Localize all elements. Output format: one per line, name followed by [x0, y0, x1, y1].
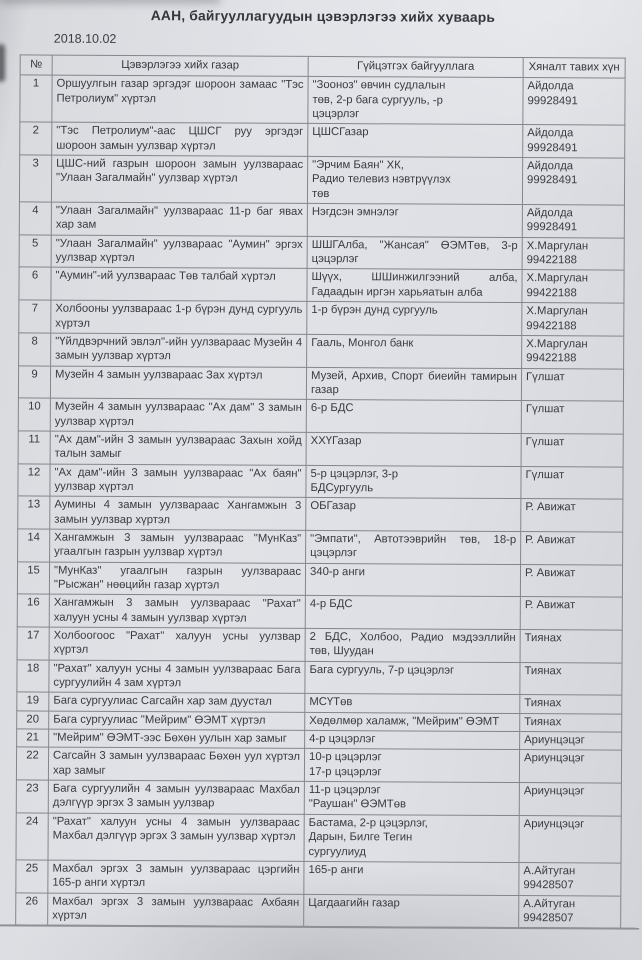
- row-number-cell: 14: [18, 529, 50, 562]
- org-cell: ШШГАлба, "Жансая" ӨЭМТөв, 3-р цэцэрлэг: [307, 236, 522, 270]
- place-cell: "Ах дам"-ийн 3 замын уулзвараас Захын хойд талын замыг: [50, 431, 306, 465]
- org-cell: Бага сургууль, 7-р цэцэрлэг: [305, 661, 520, 695]
- controller-phone: 99422188: [526, 352, 577, 365]
- org-cell: Бастама, 2-р цэцэрлэг, Дарын, Билге Тегин сургуулиуд: [304, 814, 519, 862]
- place-cell: Холбооны уулзвараас 1-р бүрэн дунд сургууль хүртэл: [51, 300, 307, 334]
- row-number-cell: 1: [20, 75, 52, 122]
- row-number-cell: 18: [17, 660, 49, 693]
- controller-cell: [520, 662, 622, 695]
- controller-phone: 99422188: [526, 254, 577, 267]
- row-number-cell: 13: [18, 496, 50, 529]
- controller-phone: 99928491: [526, 221, 578, 234]
- controller-name: Р. Авижат: [525, 534, 576, 547]
- table-row: [16, 780, 621, 816]
- controller-name: Тиянах: [524, 697, 562, 710]
- row-number-cell: 19: [17, 692, 49, 711]
- row-number-cell: 21: [17, 729, 49, 748]
- row-number-cell: 9: [18, 365, 50, 398]
- controller-cell: [521, 466, 623, 499]
- table-row: [16, 860, 621, 896]
- table-row: [18, 529, 623, 565]
- org-cell: 165-р анги: [304, 861, 519, 895]
- controller-cell: [519, 750, 621, 783]
- table-row: [18, 464, 623, 500]
- org-cell: 10-р цэцэрлэг 17-р цэцэрлэг: [304, 749, 519, 783]
- row-number-cell: 23: [16, 780, 48, 813]
- place-cell: "МунКаз" угаалгын газрын уулзвараас "Рысжан" нөөцийн газар хүртэл: [49, 562, 305, 596]
- controller-cell: [520, 630, 622, 663]
- controller-cell: [522, 237, 624, 270]
- place-cell: Бага сургуулийн 4 замын уулзвараас Махбал дэлгүүр эргэх 3 замын уулзвар: [48, 780, 304, 814]
- controller-phone: 99428507: [523, 911, 574, 925]
- row-number-cell: 11: [18, 431, 50, 464]
- table-row: [18, 496, 623, 532]
- controller-name: Гүлшат: [525, 403, 565, 416]
- col-header-organization: Гүйцэтгэх байгууллага: [308, 56, 523, 77]
- controller-name: Х.Маргулан: [526, 337, 588, 351]
- org-cell: 340-р анги: [305, 563, 520, 597]
- org-cell: 4-р БДС: [305, 596, 520, 630]
- controller-cell: [520, 564, 622, 597]
- table-row: [17, 627, 622, 663]
- org-cell: "Зооноз" өвчин судлалын төв, 2-р бага сургууль, -р цэцэрлэг: [308, 77, 523, 125]
- controller-phone: 99928491: [527, 94, 578, 108]
- place-cell: Бага сургуулиас Сагсайн хар зам дуустал: [49, 692, 305, 712]
- controller-cell: [523, 78, 625, 126]
- col-header-place: Цэвэрлэгээ хийх газар: [52, 55, 308, 77]
- controller-cell: [519, 783, 621, 816]
- controller-name: Айдолда: [527, 80, 574, 93]
- row-number-cell: 6: [19, 267, 51, 300]
- col-header-controller: Хяналт тавих хүн: [523, 58, 625, 79]
- place-cell: Хангамжын 3 замын уулзвараас "МунКаз" угаалгын газрын уулзвар хүртэл: [50, 529, 306, 563]
- table-row: [17, 660, 622, 696]
- controller-name: Гүлшат: [526, 370, 565, 383]
- controller-name: Р. Авижат: [525, 501, 576, 514]
- org-cell: Гааль, Монгол банк: [307, 334, 522, 368]
- table-row: [19, 333, 624, 369]
- org-cell: Хөдөлмөр халамж, "Мейрим" ӨЭМТ: [305, 712, 520, 731]
- controller-cell: [521, 368, 623, 401]
- org-cell: 11-р цэцэрлэг "Раушан" ӨЭМТөв: [304, 782, 519, 816]
- controller-name: Айдолда: [527, 160, 574, 173]
- controller-name: Ариунцэцэг: [524, 734, 585, 747]
- place-cell: Оршуулгын газар эргэдэг шороон замаас "Тэс Петролиум" хүртэл: [52, 75, 308, 123]
- controller-cell: [520, 695, 622, 714]
- place-cell: "Үйлдвэрчний эвлэл"-ийн уулзвараас Музейн 4 замын уулзвар хүртэл: [51, 333, 307, 367]
- org-cell: ЦШСГазар: [308, 124, 523, 158]
- document-title: ААН, байгууллагуудын цэвэрлэгээ хийх хуваарь: [150, 8, 496, 25]
- controller-cell: [522, 205, 624, 238]
- row-number-cell: 26: [16, 892, 48, 925]
- org-cell: "Эмпати", Автотээврийн төв, 18-р цэцэрлэг: [306, 530, 521, 564]
- table-row: [17, 594, 622, 630]
- controller-cell: [522, 303, 624, 336]
- controller-cell: [522, 335, 624, 368]
- controller-cell: [519, 895, 621, 928]
- place-cell: Музейн 4 замын уулзвараас Зах хүртэл: [50, 366, 306, 400]
- controller-cell: [522, 270, 624, 303]
- table-row: [17, 562, 622, 598]
- table-row: [19, 300, 624, 336]
- cleaning-schedule-table: [15, 54, 626, 928]
- org-cell: ХХҮГазар: [306, 432, 521, 466]
- controller-name: Х.Маргулан: [526, 305, 588, 318]
- controller-cell: [521, 433, 623, 466]
- controller-phone: 99928491: [527, 174, 578, 187]
- place-cell: "Мейрим" ӨЭМТ-ээс Бөхөн уулын хар замыг: [49, 729, 305, 749]
- org-cell: ОБГазар: [306, 498, 521, 532]
- row-number-cell: 22: [16, 747, 48, 780]
- row-number-cell: 12: [18, 464, 50, 497]
- controller-cell: [521, 401, 623, 434]
- controller-name: Гүлшат: [525, 468, 565, 481]
- controller-name: Ариунцэцэг: [523, 785, 585, 798]
- controller-cell: [522, 158, 624, 206]
- controller-name: Р. Авижат: [524, 566, 576, 579]
- row-number-cell: 8: [19, 333, 51, 366]
- controller-cell: [521, 532, 623, 565]
- place-cell: "Улаан Загалмайн" уулзвараас "Аумин" эргэх уулзвар хүртэл: [51, 235, 307, 269]
- place-cell: "Рахат" халуун усны 4 замын уулзвараас Махбал дэлгүүр эргэх 3 замын уулзвар хүртэл: [48, 813, 304, 861]
- controller-phone: 99422188: [526, 319, 577, 332]
- row-number-cell: 25: [16, 860, 48, 893]
- org-cell: Музей, Архив, Спорт биеийн тамирын газар: [306, 367, 521, 401]
- table-row: [18, 431, 623, 467]
- controller-name: Тиянах: [524, 664, 562, 677]
- place-cell: "Рахат" халуун усны 4 замын уулзвараас Бага сургуулийн 4 зам хүртэл: [49, 660, 305, 694]
- place-cell: Махбал эргэх 3 замын уулзвараас цэргийн 165-р анги хүртэл: [48, 860, 304, 894]
- table-row: [16, 892, 621, 928]
- controller-name: А.Айтуган: [523, 864, 576, 878]
- place-cell: Сагсайн 3 замын уулзвараас Бөхөн уул хүртэл хар замыг: [48, 748, 304, 782]
- controller-name: Ариунцэцэг: [523, 817, 585, 831]
- controller-name: Айдолда: [527, 127, 574, 140]
- place-cell: ЦШС-ний газрын шороон замын уулзвараас "Улаан Загалмайн" уулзвар хүртэл: [51, 155, 307, 203]
- controller-name: А.Айтуган: [523, 897, 576, 910]
- controller-cell: [520, 597, 622, 630]
- controller-phone: 99928491: [527, 141, 578, 155]
- row-number-cell: 20: [17, 711, 49, 730]
- controller-cell: [521, 499, 623, 532]
- table-row: [16, 747, 621, 783]
- controller-cell: [523, 125, 625, 158]
- table-body: [16, 75, 625, 928]
- controller-name: Х.Маргулан: [526, 239, 589, 253]
- org-cell: МСҮТөв: [305, 694, 520, 713]
- controller-name: Гүлшат: [525, 435, 565, 449]
- controller-name: Тиянах: [524, 632, 562, 645]
- row-number-cell: 2: [20, 122, 52, 155]
- org-cell: Нэгдсэн эмнэлэг: [307, 204, 522, 238]
- table-row: [19, 155, 624, 205]
- org-cell: "Эрчим Баян" ХК, Радио телевиз нэвтрүүлэх төв: [307, 156, 522, 204]
- place-cell: Аумины 4 замын уулзвараас Хангамжын 3 замын уулзвар хүртэл: [50, 496, 306, 530]
- org-cell: 5-р цэцэрлэг, 3-р БДСургууль: [306, 465, 521, 499]
- controller-name: Р. Авижат: [524, 599, 576, 612]
- controller-phone: 99422188: [526, 286, 577, 300]
- place-cell: Музейн 4 замын уулзвараас "Ах дам" 3 замын уулзвар хүртэл: [50, 398, 306, 432]
- controller-cell: [519, 862, 621, 895]
- row-number-cell: 16: [17, 594, 49, 627]
- org-cell: Цагдаагийн газар: [304, 894, 519, 928]
- row-number-cell: 5: [19, 235, 51, 268]
- org-cell: 2 БДС, Холбоо, Радио мэдээллийн төв, Шуудан: [305, 628, 520, 662]
- place-cell: "Улаан Загалмайн" уулзвараас 11-р баг явах хар зам: [51, 202, 307, 236]
- row-number-cell: 3: [19, 155, 51, 202]
- row-number-cell: 24: [16, 813, 48, 860]
- table-row: [18, 365, 623, 401]
- row-number-cell: 4: [19, 202, 51, 235]
- place-cell: Холбоогоос "Рахат" халуун усны уулзвар хүртэл: [49, 627, 305, 661]
- place-cell: "Аумин"-ий уулзвараас Төв талбай хүртэл: [51, 268, 307, 302]
- table-row: [16, 813, 621, 863]
- controller-name: Ариунцэцэг: [524, 752, 585, 765]
- table-row: [18, 398, 623, 434]
- table-row: [20, 122, 625, 158]
- org-cell: 1-р бүрэн дунд сургууль: [307, 302, 522, 336]
- controller-name: Тиянах: [524, 715, 562, 729]
- place-cell: Бага сургуулиас "Мейрим" ӨЭМТ хүртэл: [49, 711, 305, 731]
- controller-phone: 99428507: [523, 879, 574, 892]
- table-row: [19, 202, 624, 238]
- controller-cell: [520, 732, 622, 751]
- org-cell: Шүүх, ШШинжилгээний алба, Гадаадын иргэн харьяатын алба: [307, 269, 522, 303]
- place-cell: "Тэс Петролиум"-аас ЦШСГ руу эргэдэг шороон замын уулзвар хүртэл: [52, 122, 308, 156]
- place-cell: Хангамжын 3 замын уулзвараас "Рахат" халуун усны 4 замын уулзвар хүртэл: [49, 594, 305, 628]
- controller-cell: [520, 713, 622, 732]
- row-number-cell: 7: [19, 300, 51, 333]
- org-cell: 4-р цэцэрлэг: [305, 731, 520, 750]
- row-number-cell: 15: [17, 562, 49, 595]
- col-header-number: №: [20, 55, 52, 76]
- table-row: [19, 235, 624, 271]
- table-row: [20, 75, 625, 125]
- controller-name: Айдолда: [526, 207, 573, 220]
- table-row: [19, 267, 624, 303]
- row-number-cell: 10: [18, 398, 50, 431]
- controller-cell: [519, 815, 621, 863]
- controller-name: Х.Маргулан: [526, 272, 589, 285]
- row-number-cell: 17: [17, 627, 49, 660]
- place-cell: Махбал эргэх 3 замын уулзвараас Ахбаян хүртэл: [48, 893, 304, 927]
- org-cell: 6-р БДС: [306, 400, 521, 434]
- document-date: 2018.10.02: [53, 31, 117, 46]
- place-cell: "Ах дам"-ийн 3 замын уулзвараас "Ах баян" уулзвар хүртэл: [50, 464, 306, 498]
